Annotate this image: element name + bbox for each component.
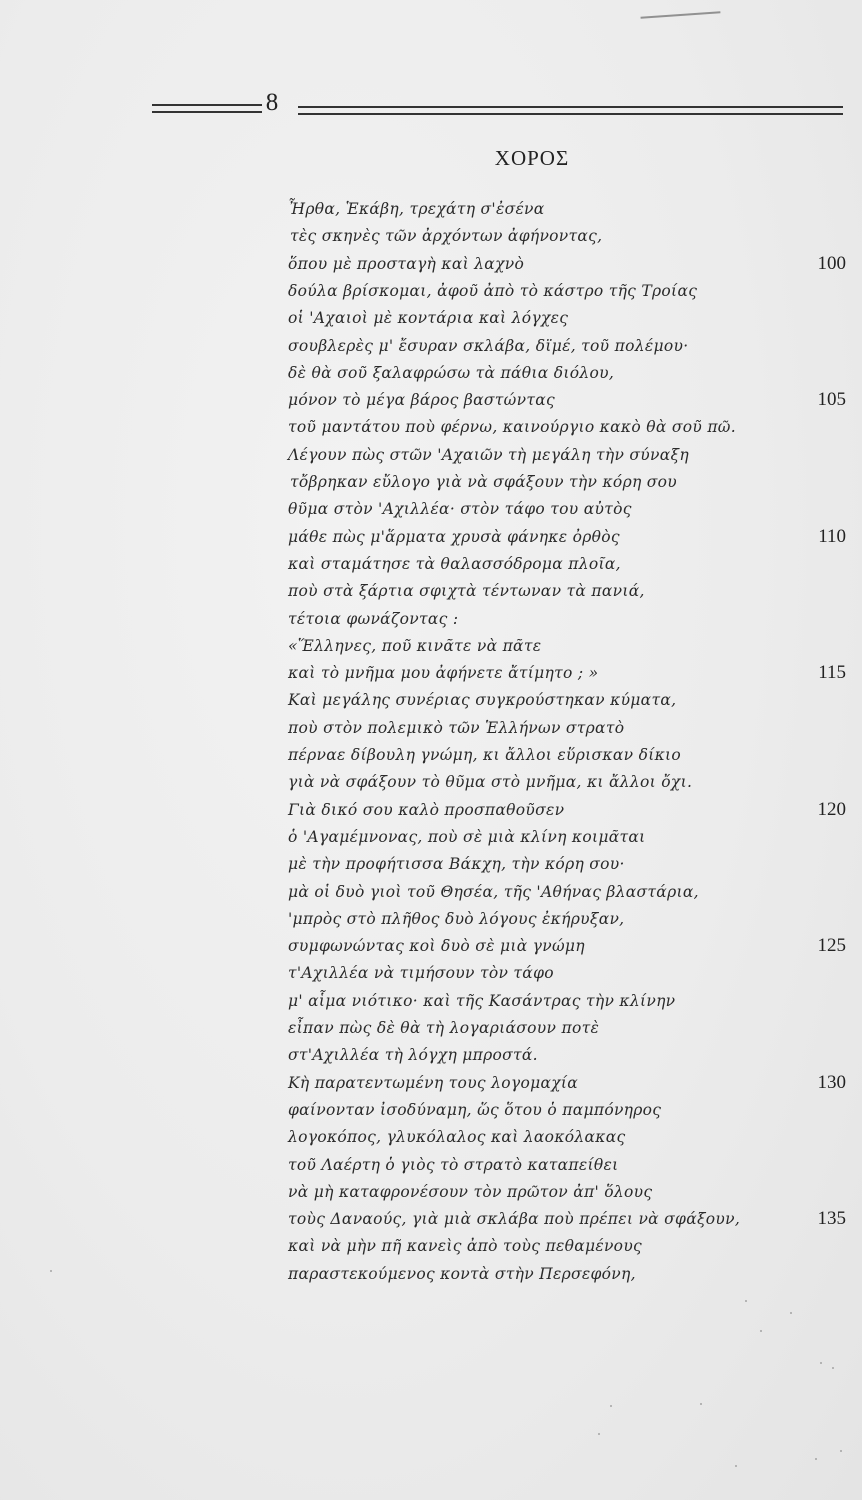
verse-line: [0, 1260, 862, 1288]
verse-text: τέτοια φωνάζοντας :: [288, 609, 459, 628]
verse-line: [0, 195, 862, 223]
verse-line: [0, 1205, 862, 1233]
verse-line: [0, 386, 862, 414]
verse-line: [0, 632, 862, 660]
verse-text: συμφωνώντας κοὶ δυὸ σὲ μιὰ γνώμη: [288, 937, 585, 956]
verse-text: λογοκόπος, γλυκόλαλος καὶ λαοκόλακας: [288, 1128, 626, 1147]
verse-text: δούλα βρίσκομαι, ἀφοῦ ἀπὸ τὸ κάστρο τῆς Τροίας: [288, 281, 698, 300]
verse-line: [0, 741, 862, 769]
verse-text: μὲ τὴν προφήτισσα Βάκχη, τὴν κόρη σου·: [288, 855, 625, 874]
verse-line: [0, 796, 862, 824]
verse-line: [0, 523, 862, 551]
paper-speck: [735, 1465, 737, 1467]
verse-text: τοῦ μαντάτου ποὺ φέρνω, καινούργιο κακὸ θὰ σοῦ πῶ.: [288, 418, 736, 437]
verse-text: ὅπου μὲ προσταγὴ καὶ λαχνὸ: [288, 254, 525, 273]
verse-text: παραστεκούμενος κοντὰ στὴν Περσεφόνη,: [288, 1264, 636, 1283]
verse-text: καὶ νὰ μὴν πῆ κανεὶς ἀπὸ τοὺς πεθαμένους: [288, 1237, 643, 1256]
verse-text: καὶ τὸ μνῆμα μου ἀφήνετε ἄτίμητο ; »: [288, 664, 599, 683]
verse-line: [0, 605, 862, 633]
verse-line: [0, 768, 862, 796]
verse-line: [0, 959, 862, 987]
verse-text: μὰ οἱ δυὸ γιοὶ τοῦ Θησέα, τῆς 'Αθήνας βλαστάρια,: [288, 882, 699, 901]
verse-text: δὲ θὰ σοῦ ξαλαφρώσω τὰ πάθια διόλου,: [288, 363, 615, 382]
verse-text: οἱ 'Αχαιοὶ μὲ κοντάρια καὶ λόγχες: [288, 309, 569, 328]
verse-text: ὁ 'Αγαμέμνονας, ποὺ σὲ μιὰ κλίνη κοιμᾶται: [288, 827, 646, 846]
verse-line: [0, 250, 862, 278]
verse-text: ποὺ στὸν πολεμικὸ τῶν Ἑλλήνων στρατὸ: [288, 718, 625, 737]
verse-text: τὲς σκηνὲς τῶν ἀρχόντων ἀφήνοντας,: [290, 227, 603, 246]
verse-line: [0, 1069, 862, 1097]
paper-speck: [820, 1362, 822, 1364]
paper-speck: [832, 1367, 834, 1369]
paper-speck: [760, 1330, 762, 1332]
verse-line: [0, 413, 862, 441]
line-number: 100: [817, 252, 846, 274]
verse-line: [0, 468, 862, 496]
verse-line: [0, 1014, 862, 1042]
verse-text: σουβλερὲς μ' ἔσυραν σκλάβα, δϊμέ, τοῦ πολέμου·: [288, 336, 689, 355]
verse-text: μ' αἷμα νιότικο· καὶ τῆς Κασάντρας τὴν κλίνην: [288, 991, 676, 1010]
verse-line: [0, 1096, 862, 1124]
verse-line: [0, 1123, 862, 1151]
verse-line: [0, 359, 862, 387]
verse-text: στ'Αχιλλέα τὴ λόγχη μπροστά.: [288, 1046, 538, 1065]
paper-speck: [790, 1312, 792, 1314]
verse-line: [0, 495, 862, 523]
line-number: 125: [817, 935, 846, 957]
verse-text: «Ἕλληνες, ποῦ κινᾶτε νὰ πᾶτε: [288, 636, 542, 655]
verse-text: θῦμα στὸν 'Αχιλλέα· στὸν τάφο του αὐτὸς: [288, 500, 632, 519]
verse-text: Γιὰ δικό σου καλὸ προσπαθοῦσεν: [288, 800, 565, 819]
verse-line: [0, 686, 862, 714]
verse-text: εἶπαν πὼς δὲ θὰ τὴ λογαριάσουν ποτὲ: [288, 1019, 600, 1037]
verse-line: [0, 714, 862, 742]
verse-text: Κὴ παρατεντωμένη τους λογομαχία: [288, 1073, 579, 1092]
line-number: 105: [817, 389, 846, 411]
line-number: 135: [817, 1208, 846, 1230]
line-number: 115: [818, 662, 846, 684]
verse-line: [0, 1232, 862, 1260]
paper-speck: [610, 1405, 612, 1407]
verse-text: καὶ σταμάτησε τὰ θαλασσόδρομα πλοῖα,: [288, 554, 621, 573]
verse-line: [0, 332, 862, 360]
verse-line: [0, 659, 862, 687]
verse-line: [0, 1041, 862, 1069]
verse-text: Λέγουν πὼς στῶν 'Αχαιῶν τὴ μεγάλη τὴν σύναξη: [288, 445, 689, 464]
verse-line: [0, 550, 862, 578]
verse-line: [0, 987, 862, 1015]
paper-speck: [745, 1300, 747, 1302]
verse-text: νὰ μὴ καταφρονέσουν τὸν πρῶτον ἀπ' ὅλους: [288, 1182, 653, 1201]
header-rule-right: [298, 106, 843, 115]
verse-line: [0, 1178, 862, 1206]
verse-text: Ἦρθα, Ἑκάβη, τρεχάτη σ'ἐσένα: [288, 200, 545, 218]
verse-line: [0, 222, 862, 250]
verse-text: φαίνονταν ἰσοδύναμη, ὥς ὅτου ὁ παμπόνηρος: [288, 1100, 662, 1119]
verse-text: Καὶ μεγάλης συνέριας συγκρούστηκαν κύματα,: [288, 691, 677, 710]
page-number: 8: [265, 89, 279, 116]
line-number: 130: [817, 1071, 846, 1093]
page-header: [0, 88, 862, 128]
verse-line: [0, 823, 862, 851]
section-title: ΧΟΡΟΣ: [494, 146, 570, 170]
paper-speck: [840, 1450, 842, 1452]
verse-text: μάθε πὼς μ'ἅρματα χρυσὰ φάνηκε ὀρθὸς: [288, 527, 620, 546]
verse-line: [0, 577, 862, 605]
verse-line: [0, 441, 862, 469]
verse-text: τοῦ Λαέρτη ὁ γιὸς τὸ στρατὸ καταπείθει: [288, 1155, 619, 1174]
line-number: 120: [817, 798, 846, 820]
verse-line: [0, 905, 862, 933]
verse-text: τὄβρηκαν εὔλογο γιὰ νὰ σφάξουν τὴν κόρη σου: [290, 473, 678, 491]
header-rule-left: [152, 104, 262, 113]
verse-text: τοὺς Δαναούς, γιὰ μιὰ σκλάβα ποὺ πρέπει νὰ σφάξουν,: [288, 1210, 741, 1229]
verse-text: 'μπρὸς στὸ πλῆθος δυὸ λόγους ἐκήρυξαν,: [288, 909, 625, 928]
corner-smudge: [640, 0, 721, 19]
verse-text: γιὰ νὰ σφάξουν τὸ θῦμα στὸ μνῆμα, κι ἄλλοι ὄχι.: [288, 773, 693, 792]
verse-line: [0, 932, 862, 960]
verse-text: μόνον τὸ μέγα βάρος βαστώντας: [288, 391, 555, 410]
verse-text: ποὺ στὰ ξάρτια σφιχτὰ τέντωναν τὰ πανιά,: [288, 582, 645, 601]
verse-text: τ'Αχιλλέα νὰ τιμήσουν τὸν τάφο: [288, 964, 554, 983]
verse-line: [0, 277, 862, 305]
paper-speck: [815, 1458, 817, 1460]
verse-text: πέρναε δίβουλη γνώμη, κι ἄλλοι εὕρισκαν δίκιο: [288, 746, 682, 764]
verse-line: [0, 850, 862, 878]
paper-speck: [50, 1270, 52, 1272]
paper-speck: [598, 1433, 600, 1435]
verse-line: [0, 1151, 862, 1179]
line-number: 110: [818, 525, 846, 547]
paper-speck: [700, 1403, 702, 1405]
verse-line: [0, 304, 862, 332]
verse-line: [0, 878, 862, 906]
